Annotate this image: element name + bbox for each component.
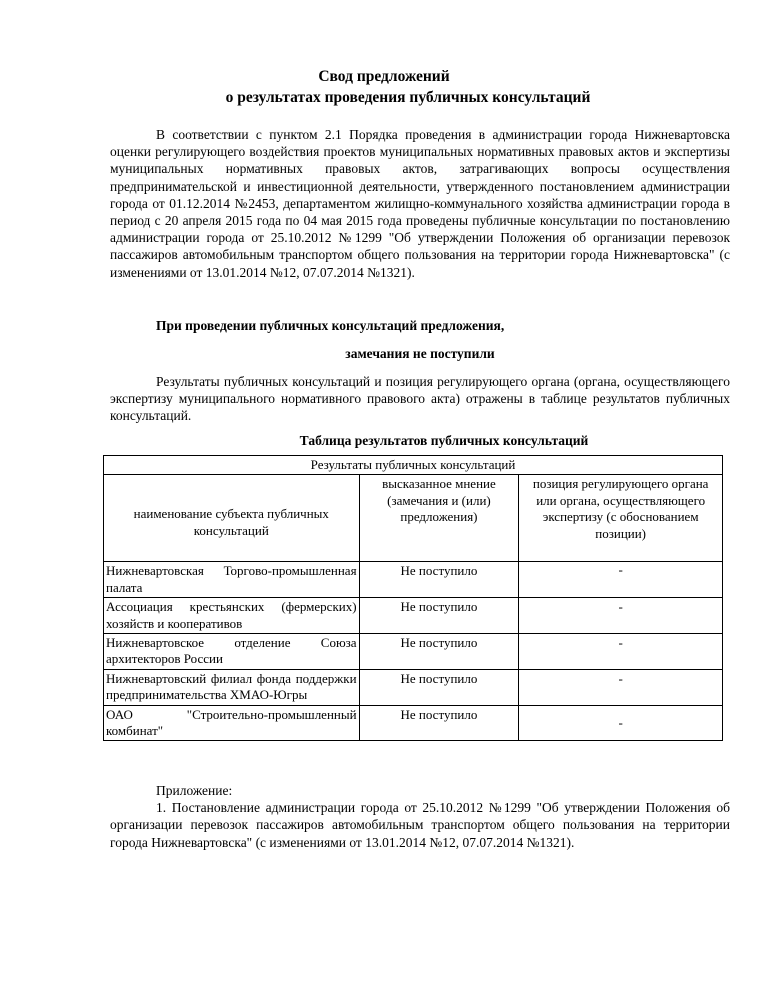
table-row — [104, 598, 723, 634]
table-row — [104, 669, 723, 705]
row-subject: ОАО "Строительно-промышленный комбинат" — [104, 705, 360, 741]
table-row — [104, 562, 723, 598]
results-paragraph: Результаты публичных консультаций и позиция регулирующего органа (органа, осуществляющего экспертизу муниципального нормативного правового акта) отражены в таблице результатов публичных консультаций. — [110, 374, 730, 424]
row-subject: Нижневартовская Торгово-промышленная палата — [104, 562, 360, 598]
appendix — [110, 782, 730, 851]
table-header-row — [104, 456, 723, 475]
row-position: - — [519, 705, 723, 741]
intro-paragraph: В соответствии с пунктом 2.1 Порядка проведения в администрации города Нижневартовска оценки регулирующего воздействия проектов муниципальных нормативных правовых актов и экспертизы муниципальных нормативных правовых актов, затрагивающих вопросы осуществления предпринимательской и инвестиционной деятельности, утвержденного постановлением администрации города от 01.12.2014 №2453, департаментом жилищно-коммунального хозяйства администрации города в период с 20 апреля 2015 года по 04 мая 2015 года проведены публичные консультации по постановлению администрации города от 25.10.2012 №1299 "Об утверждении Положения об организации перевозок пассажиров автомобильным транспортом общего пользования на территории города Нижневартовска" (с изменениями от 13.01.2014 №12, 07.07.2014 №1321). — [110, 127, 730, 280]
row-position: - — [519, 562, 723, 598]
row-opinion: Не поступило — [359, 598, 519, 634]
column-position: позиция регулирующего органа или органа, осуществляющего экспертизу (с обоснованием позиции) — [519, 475, 723, 562]
row-subject: Ассоциация крестьянских (фермерских) хозяйств и кооперативов — [104, 598, 360, 634]
column-subject: наименование субъекта публичных консультаций — [104, 475, 360, 562]
appendix-item: 1. Постановление администрации города от 25.10.2012 №1299 "Об утверждении Положения об организации перевозок пассажиров автомобильным транспортом общего пользования на территории города Нижневартовска" (с изменениями от 13.01.2014 №12, 07.07.2014 №1321). — [110, 800, 730, 850]
row-opinion: Не поступило — [359, 669, 519, 705]
row-opinion: Не поступило — [359, 562, 519, 598]
row-opinion: Не поступило — [359, 705, 519, 741]
row-position: - — [519, 669, 723, 705]
column-opinion: высказанное мнение (замечания и (или) предложения) — [359, 475, 519, 562]
table-row — [104, 634, 723, 670]
row-opinion: Не поступило — [359, 634, 519, 670]
table-caption: Таблица результатов публичных консультаций — [299, 433, 589, 448]
title-line-1: Свод предложений — [318, 68, 450, 85]
table-column-row — [104, 475, 723, 562]
row-position: - — [519, 598, 723, 634]
row-subject: Нижневартовское отделение Союза архитекторов России — [104, 634, 360, 670]
row-subject: Нижневартовский филиал фонда поддержки предпринимательства ХМАО-Югры — [104, 669, 360, 705]
row-position: - — [519, 634, 723, 670]
appendix-label: Приложение: — [156, 783, 233, 798]
document-title — [0, 66, 768, 108]
results-table — [103, 455, 723, 741]
no-comments-line-1: При проведении публичных консультаций предложения, — [156, 318, 505, 333]
no-comments-line-2: замечания не поступили — [345, 346, 495, 361]
table-header: Результаты публичных консультаций — [104, 456, 723, 475]
title-line-2: о результатах проведения публичных консультаций — [225, 89, 591, 106]
table-row — [104, 705, 723, 741]
